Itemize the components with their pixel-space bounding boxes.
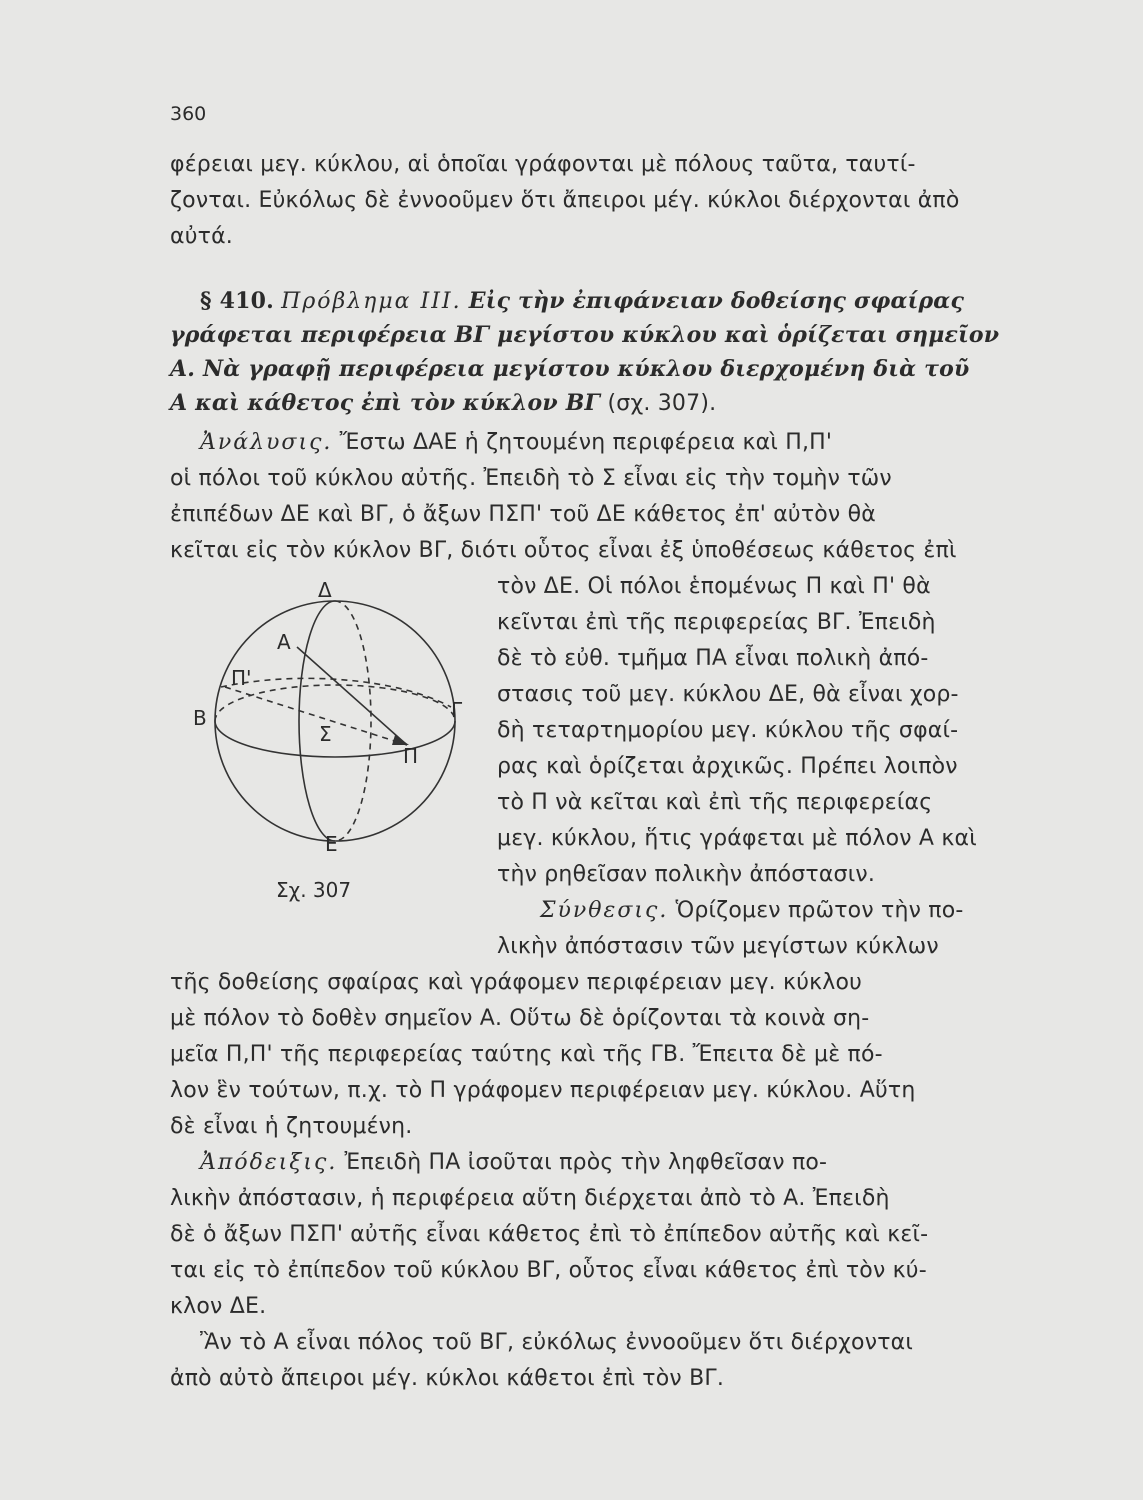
chord-p-a xyxy=(297,647,407,745)
problem-line: γράφεται περιφέρεια ΒΓ μεγίστου κύκλου καὶ ὁρίζεται σημεῖον xyxy=(170,322,1000,348)
label-sigma: Σ xyxy=(319,722,332,746)
problem-text: Α καὶ κάθετος ἐπὶ τὸν κύκλον ΒΓ xyxy=(170,390,601,416)
text-line: λον ἓν τούτων, π.χ. τὸ Π γράφομεν περιφέρειαν μεγ. κύκλου. Αὕτη xyxy=(170,1078,916,1103)
proof-heading: Ἀπόδειξις. xyxy=(200,1150,338,1175)
label-alpha: Α xyxy=(277,630,291,654)
figure-reference: (σχ. 307). xyxy=(607,391,717,416)
text-line: φέρειαι μεγ. κύκλου, αἱ ὁποῖαι γράφονται μὲ πόλους ταῦτα, ταυτί- xyxy=(170,152,916,177)
problem-statement: Εἰς τὴν ἐπιφάνειαν δοθείσης σφαίρας xyxy=(468,288,965,314)
sphere-figure xyxy=(185,575,475,875)
great-circle-bg-back xyxy=(215,685,455,721)
analysis-text: Ἔστω ΔΑΕ ἡ ζητουμένη περιφέρεια καὶ Π,Π' xyxy=(339,430,833,455)
text-line: δὲ τὸ εὐθ. τμῆμα ΠΑ εἶναι πολικὴ ἀπό- xyxy=(497,646,929,671)
label-beta: Β xyxy=(193,706,207,730)
text-line: δὲ ὁ ἄξων ΠΣΠ' αὐτῆς εἶναι κάθετος ἐπὶ τὸ ἐπίπεδον αὐτῆς καὶ κεῖ- xyxy=(170,1222,929,1247)
text-line: οἱ πόλοι τοῦ κύκλου αὐτῆς. Ἐπειδὴ τὸ Σ εἶναι εἰς τὴν τομὴν τῶν xyxy=(170,466,892,491)
figure-caption: Σχ. 307 xyxy=(276,878,352,902)
great-circle-de-back xyxy=(335,601,371,841)
analysis-line xyxy=(200,428,832,458)
text-line: στασις τοῦ μεγ. κύκλου ΔΕ, θὰ εἶναι χορ- xyxy=(497,682,959,707)
page-number: 360 xyxy=(170,103,207,125)
great-circle-de-front xyxy=(299,601,335,841)
label-pi-prime: Π' xyxy=(231,666,252,690)
text-line: μεῖα Π,Π' τῆς περιφερείας ταύτης καὶ τῆς ΓΒ. Ἔπειτα δὲ μὲ πό- xyxy=(170,1042,883,1067)
synthesis-heading: Σύνθεσις. xyxy=(540,898,669,923)
text-line: Ἂν τὸ Α εἶναι πόλος τοῦ ΒΓ, εὐκόλως ἐννοοῦμεν ὅτι διέρχονται xyxy=(200,1330,913,1355)
text-line: κεῖνται ἐπὶ τῆς περιφερείας ΒΓ. Ἐπειδὴ xyxy=(497,610,936,635)
text-line: δὴ τεταρτημορίου μεγ. κύκλου τῆς σφαί- xyxy=(497,718,959,743)
proof-text: Ἐπειδὴ ΠΑ ἰσοῦται πρὸς τὴν ληφθεῖσαν πο- xyxy=(344,1150,828,1175)
text-line: μὲ πόλον τὸ δοθὲν σημεῖον Α. Οὕτω δὲ ὁρίζονται τὰ κοινὰ ση- xyxy=(170,1006,870,1031)
text-line: ρας καὶ ὁρίζεται ἀρχικῶς. Πρέπει λοιπὸν xyxy=(497,754,958,779)
problem-label: Πρόβλημα ΙΙΙ. xyxy=(281,289,462,314)
section-number: § 410. xyxy=(200,288,274,314)
problem-line: Α. Νὰ γραφῇ περιφέρεια μεγίστου κύκλου διερχομένη διὰ τοῦ xyxy=(170,356,970,382)
label-epsilon: Ε xyxy=(325,832,338,856)
text-line: τὸν ΔΕ. Οἱ πόλοι ἑπομένως Π καὶ Π' θὰ xyxy=(497,574,931,599)
text-line: κεῖται εἰς τὸν κύκλον ΒΓ, διότι οὗτος εἶναι ἐξ ὑποθέσεως κάθετος ἐπὶ xyxy=(170,538,957,563)
text-line: μεγ. κύκλου, ἥτις γράφεται μὲ πόλον Α καὶ xyxy=(497,826,977,851)
label-gamma: Γ xyxy=(451,698,463,722)
problem-heading xyxy=(200,286,964,317)
text-line: τῆς δοθείσης σφαίρας καὶ γράφομεν περιφέρειαν μεγ. κύκλου xyxy=(170,970,863,995)
problem-line xyxy=(170,388,716,419)
text-line: τὴν ρηθεῖσαν πολικὴν ἀπόστασιν. xyxy=(497,862,876,887)
synthesis-line xyxy=(540,896,964,926)
text-line: λικὴν ἀπόστασιν τῶν μεγίστων κύκλων xyxy=(497,934,939,959)
text-line: ζονται. Εὐκόλως δὲ ἐννοοῦμεν ὅτι ἄπειροι μέγ. κύκλοι διέρχονται ἀπὸ xyxy=(170,188,960,213)
text-line: λικὴν ἀπόστασιν, ἡ περιφέρεια αὕτη διέρχεται ἀπὸ τὸ Α. Ἐπειδὴ xyxy=(170,1186,890,1211)
synthesis-text: Ὁρίζομεν πρῶτον τὴν πο- xyxy=(675,898,964,923)
text-line: τὸ Π νὰ κεῖται καὶ ἐπὶ τῆς περιφερείας xyxy=(497,790,933,815)
text-line: κλον ΔΕ. xyxy=(170,1294,267,1319)
text-line: δὲ εἶναι ἡ ζητουμένη. xyxy=(170,1114,413,1139)
proof-line xyxy=(200,1148,827,1178)
text-line: αὐτά. xyxy=(170,224,233,249)
great-circle-bg-front xyxy=(215,721,455,757)
analysis-heading: Ἀνάλυσις. xyxy=(200,430,333,455)
label-delta: Δ xyxy=(318,578,332,602)
text-line: ἐπιπέδων ΔΕ καὶ ΒΓ, ὁ ἄξων ΠΣΠ' τοῦ ΔΕ κάθετος ἐπ' αὐτὸν θὰ xyxy=(170,502,876,527)
sphere-outline xyxy=(215,601,455,841)
label-pi: Π xyxy=(403,744,419,768)
text-line: ἀπὸ αὐτὸ ἄπειροι μέγ. κύκλοι κάθετοι ἐπὶ τὸν ΒΓ. xyxy=(170,1366,725,1391)
text-line: ται εἰς τὸ ἐπίπεδον τοῦ κύκλου ΒΓ, οὗτος εἶναι κάθετος ἐπὶ τὸν κύ- xyxy=(170,1258,927,1283)
